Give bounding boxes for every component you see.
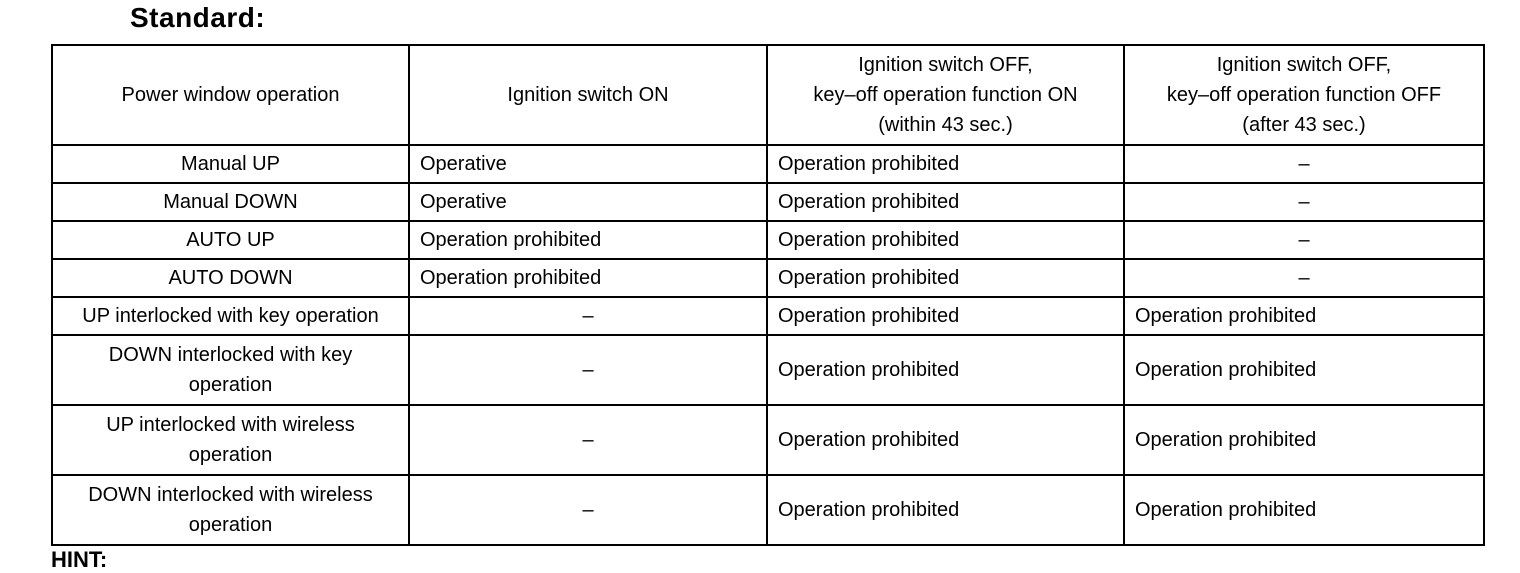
operation-cell <box>52 405 409 475</box>
header-line: Ignition switch OFF, <box>1216 54 1392 76</box>
table-row <box>52 183 1484 221</box>
ignition-on-cell: Operation prohibited <box>409 259 767 297</box>
header-line: (within 43 sec.) <box>878 114 1013 136</box>
cell-text: DOWN interlocked with wireless <box>88 484 373 506</box>
table-row <box>52 297 1484 335</box>
table-row <box>52 259 1484 297</box>
off-keyoff-off-cell: – <box>1124 259 1484 297</box>
table-row <box>52 221 1484 259</box>
hint-heading-partial: HINT: <box>51 547 108 572</box>
off-keyoff-on-cell: Operation prohibited <box>767 145 1124 183</box>
off-keyoff-on-cell: Operation prohibited <box>767 221 1124 259</box>
off-keyoff-on-cell: Operation prohibited <box>767 475 1124 545</box>
ignition-on-cell: – <box>409 335 767 405</box>
cell-text: DOWN interlocked with key <box>108 344 353 366</box>
cell-text: operation <box>188 514 273 536</box>
off-keyoff-on-cell: Operation prohibited <box>767 297 1124 335</box>
ignition-on-cell: Operation prohibited <box>409 221 767 259</box>
off-keyoff-on-cell: Operation prohibited <box>767 183 1124 221</box>
header-line: Ignition switch OFF, <box>858 54 1033 76</box>
cell-text: operation <box>188 444 273 466</box>
off-keyoff-on-cell: Operation prohibited <box>767 335 1124 405</box>
operation-cell <box>52 183 409 221</box>
header-row <box>52 45 1484 145</box>
header-line: (after 43 sec.) <box>1242 114 1366 136</box>
ignition-on-cell: – <box>409 475 767 545</box>
operation-cell <box>52 297 409 335</box>
off-keyoff-off-cell: – <box>1124 145 1484 183</box>
off-keyoff-on-cell: Operation prohibited <box>767 405 1124 475</box>
operation-cell <box>52 335 409 405</box>
cell-text: operation <box>188 374 273 396</box>
table-row <box>52 475 1484 545</box>
header-ignition-off-keyoff-off <box>1124 45 1484 145</box>
off-keyoff-off-cell: Operation prohibited <box>1124 335 1484 405</box>
ignition-on-cell: – <box>409 297 767 335</box>
operation-cell <box>52 475 409 545</box>
cell-text: UP interlocked with wireless <box>106 414 355 436</box>
cell-text: AUTO DOWN <box>168 267 293 289</box>
power-window-spec-table <box>51 44 1485 546</box>
off-keyoff-off-cell: Operation prohibited <box>1124 405 1484 475</box>
off-keyoff-off-cell: – <box>1124 183 1484 221</box>
header-line: Power window operation <box>121 84 340 106</box>
header-line: Ignition switch ON <box>507 84 669 106</box>
ignition-on-cell: – <box>409 405 767 475</box>
off-keyoff-off-cell: – <box>1124 221 1484 259</box>
cell-text: Manual DOWN <box>163 191 298 213</box>
header-ignition-on <box>409 45 767 145</box>
table-row <box>52 335 1484 405</box>
table-row <box>52 405 1484 475</box>
ignition-on-cell: Operative <box>409 145 767 183</box>
off-keyoff-on-cell: Operation prohibited <box>767 259 1124 297</box>
ignition-on-cell: Operative <box>409 183 767 221</box>
header-ignition-off-keyoff-on <box>767 45 1124 145</box>
off-keyoff-off-cell: Operation prohibited <box>1124 475 1484 545</box>
cell-text: UP interlocked with key operation <box>82 305 379 327</box>
table-row <box>52 145 1484 183</box>
operation-cell <box>52 221 409 259</box>
header-line: key–off operation function ON <box>813 84 1078 106</box>
header-line: key–off operation function OFF <box>1166 84 1442 106</box>
header-power-window-operation <box>52 45 409 145</box>
cell-text: Manual UP <box>181 153 280 175</box>
operation-cell <box>52 259 409 297</box>
section-title: Standard: <box>130 2 266 33</box>
cell-text: AUTO UP <box>186 229 275 251</box>
operation-cell <box>52 145 409 183</box>
off-keyoff-off-cell: Operation prohibited <box>1124 297 1484 335</box>
